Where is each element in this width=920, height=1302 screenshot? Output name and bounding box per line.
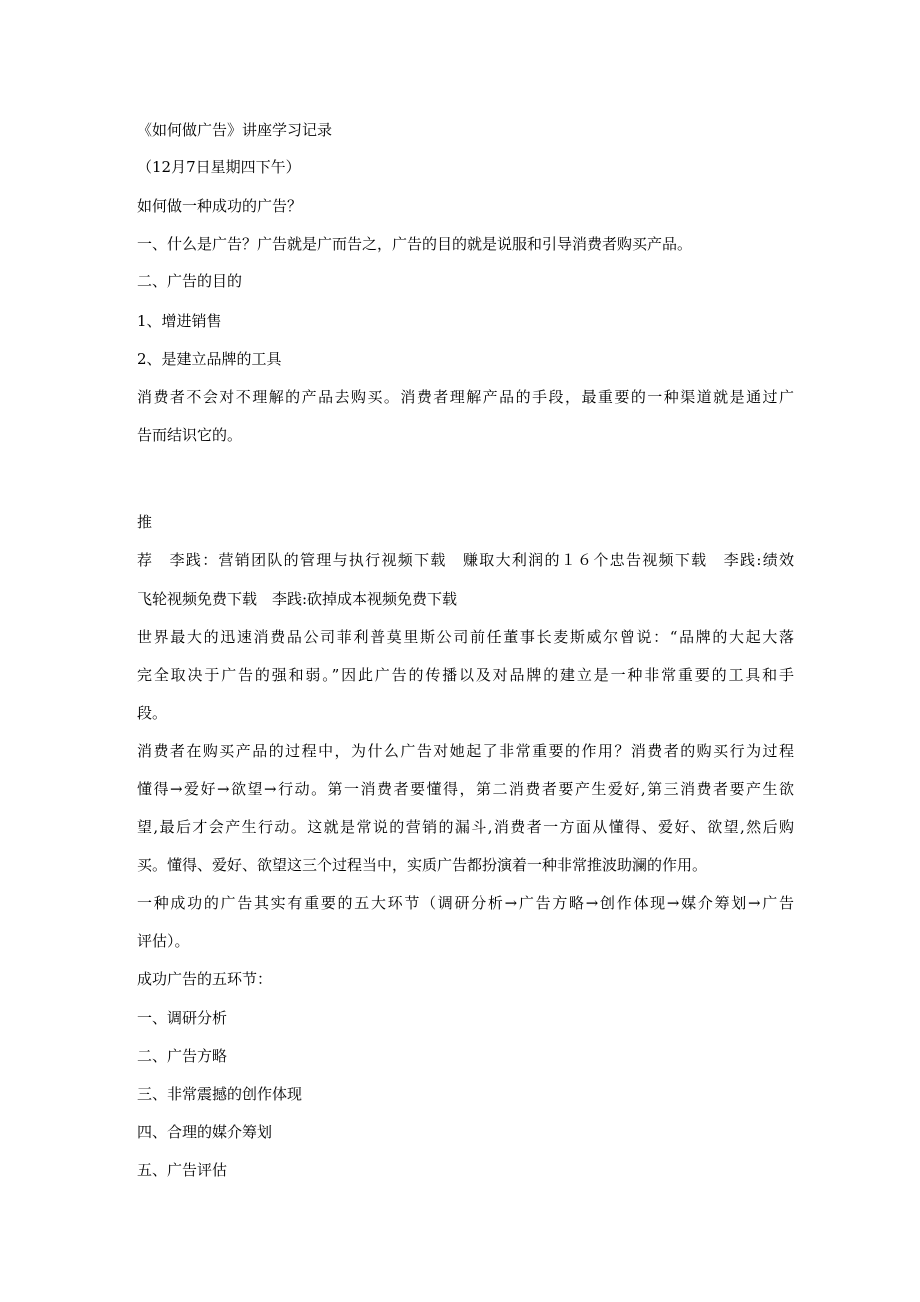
recommend-line-1: 推 [137,513,153,531]
para-4-line-2: 评估）。 [137,932,190,950]
para-4-line-1: 一种成功的广告其实有重要的五大环节（调研分析→广告方略→创作体现→媒介筹划→广告 [137,894,794,912]
five-links-item-4: 四、合理的媒介筹划 [137,1123,273,1141]
five-links-item-1: 一、调研分析 [137,1009,228,1027]
para-1-line-2: 告而结识它的。 [137,426,243,444]
para-2-line-2: 完全取决于广告的强和弱。”因此广告的传播以及对品牌的建立是一种非常重要的工具和手 [137,666,794,684]
date-line: （12月7日星期四下午） [137,158,301,176]
list-item-1: 1、增进销售 [137,312,222,330]
para-3-line-4: 买。懂得、爱好、欲望这三个过程当中，实质广告都扮演着一种非常推波助澜的作用。 [137,856,708,874]
five-links-item-5: 五、广告评估 [137,1161,228,1179]
section-2-heading: 二、广告的目的 [137,272,243,290]
para-2-line-1: 世界最大的迅速消费品公司菲利普莫里斯公司前任董事长麦斯威尔曾说：“品牌的大起大落 [137,628,794,646]
question-line: 如何做一种成功的广告？ [137,197,303,215]
para-3-line-2: 懂得→爱好→欲望→行动。第一消费者要懂得，第二消费者要产生爱好,第三消费者要产生欲 [137,780,794,798]
list-item-2: 2、是建立品牌的工具 [137,350,282,368]
para-1-line-1: 消费者不会对不理解的产品去购买。消费者理解产品的手段，最重要的一种渠道就是通过广 [137,388,794,406]
five-links-heading: 成功广告的五环节： [137,970,273,988]
para-3-line-1: 消费者在购买产品的过程中，为什么广告对她起了非常重要的作用？消费者的购买行为过程 [137,742,794,760]
recommend-line-2: 荐 李践：营销团队的管理与执行视频下载 赚取大利润的１６个忠告视频下载 李践:绩效 [137,551,794,569]
doc-title: 《如何做广告》讲座学习记录 [137,121,333,139]
para-3-line-3: 望,最后才会产生行动。这就是常说的营销的漏斗,消费者一方面从懂得、爱好、欲望,然后购 [137,818,794,836]
section-1: 一、什么是广告？广告就是广而告之，广告的目的就是说服和引导消费者购买产品。 [137,235,693,253]
recommend-line-3: 飞轮视频免费下载 李践:砍掉成本视频免费下载 [137,590,458,608]
five-links-item-3: 三、非常震撼的创作体现 [137,1085,303,1103]
five-links-item-2: 二、广告方略 [137,1047,228,1065]
para-2-line-3: 段。 [137,704,168,722]
